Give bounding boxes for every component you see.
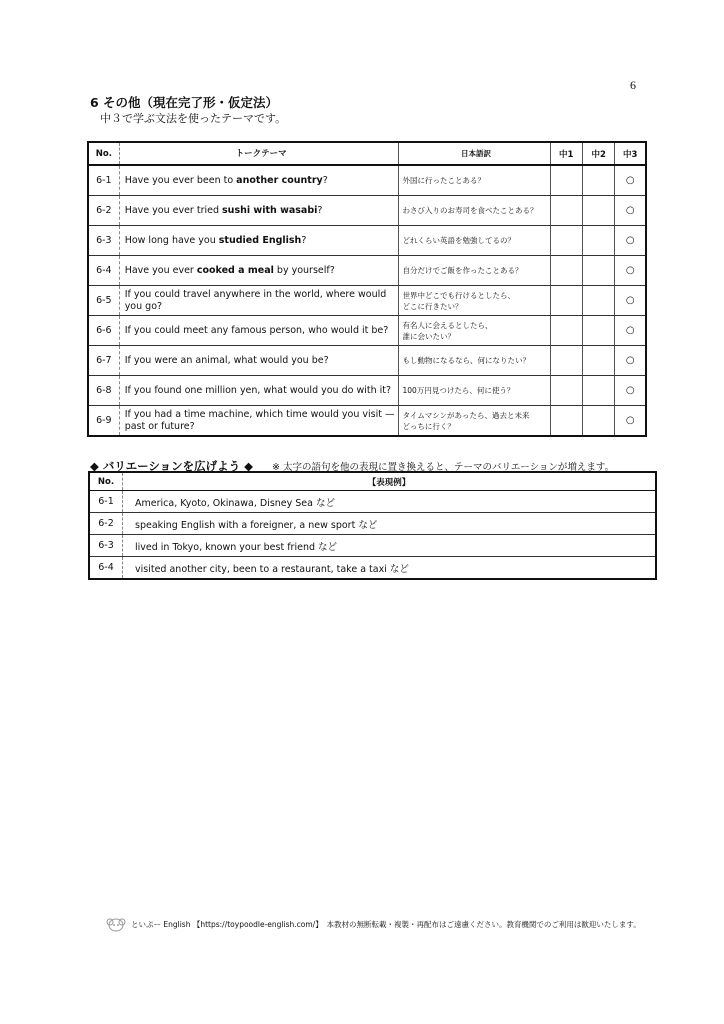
theme-text-pre: If you had a time machine, which time would you visit —past or future? [124, 408, 395, 432]
talk-theme-text [119, 286, 398, 316]
japanese-line-1: 有名人に会えるとしたら、 [402, 320, 493, 330]
japanese-line-1: 100万円見つけたら、何に使う？ [402, 386, 515, 395]
grade3-circle: ○ [615, 346, 646, 376]
theme-text-pre: If you found one million yen, what would you do with it? [124, 384, 392, 396]
japanese-translation [398, 346, 550, 376]
japanese-translation [398, 406, 550, 437]
theme-text-pre: Have you ever tried [124, 204, 223, 216]
table-row [88, 376, 646, 406]
grade1-cell [550, 196, 582, 226]
theme-text-post: ? [301, 234, 307, 246]
table-row [88, 256, 646, 286]
variation-number: 6-2 [89, 513, 123, 535]
row-number: 6-4 [88, 256, 119, 286]
variation-heading: ◆ バリエーションを広げよう ◆ [90, 459, 254, 473]
row-number: 6-6 [88, 316, 119, 346]
variation-example: speaking English with a foreigner, a new sport など [123, 513, 657, 535]
footer [105, 915, 641, 933]
grade3-circle: ○ [615, 286, 646, 316]
table-row [88, 286, 646, 316]
japanese-line-2: 誰に会いたい？ [402, 331, 456, 341]
row-number: 6-5 [88, 286, 119, 316]
talk-theme-table [87, 141, 647, 437]
talk-theme-text [119, 165, 398, 196]
table-row [88, 226, 646, 256]
theme-text-bold: studied English [218, 234, 302, 246]
talk-theme-text [119, 256, 398, 286]
variation-example: visited another city, been to a restaurant, take a taxi など [135, 563, 409, 575]
japanese-line-2: どっちに行く？ [402, 421, 455, 431]
variation-example: America, Kyoto, Okinawa, Disney Sea など [123, 491, 657, 513]
variation-table [88, 471, 657, 580]
row-number: 6-8 [88, 376, 119, 406]
theme-text-pre: If you could meet any famous person, who would it be? [124, 324, 389, 336]
grade1-cell [550, 406, 582, 437]
grade2-cell [582, 256, 614, 286]
row-number: 6-7 [88, 346, 119, 376]
row-number: 6-9 [88, 406, 119, 437]
grade3-circle: ○ [615, 316, 646, 346]
grade1-cell [550, 226, 582, 256]
theme-text-pre: If you could travel anywhere in the world, where would you go? [124, 288, 387, 312]
japanese-line-1: タイムマシンがあったら、過去と未来 [402, 410, 530, 420]
table-row [88, 406, 646, 437]
theme-text-pre: Have you ever [124, 264, 197, 276]
row-number: 6-1 [88, 165, 119, 196]
japanese-line-1: 自分だけでご飯を作ったことある？ [402, 266, 523, 275]
header-no: No. [88, 142, 119, 165]
grade1-cell [550, 346, 582, 376]
grade2-cell [582, 346, 614, 376]
variation-header-row [89, 472, 656, 491]
table-row [88, 196, 646, 226]
table-header-row [88, 142, 646, 165]
header-theme: トークテーマ [119, 142, 398, 165]
header-grade2: 中2 [582, 142, 614, 165]
footer-text: といぷー English 【https://toypoodle-english.com/】 本教材の無断転載・複製・再配布はご遠慮ください。教育機関でのご利用は歓迎いたします。 [131, 919, 641, 929]
grade3-circle: ○ [615, 226, 646, 256]
japanese-line-1: 世界中どこでも行けるとしたら、 [402, 290, 516, 300]
variation-header-no: No. [89, 472, 123, 491]
grade3-circle: ○ [615, 196, 646, 226]
talk-theme-text [119, 346, 398, 376]
grade1-cell [550, 286, 582, 316]
grade2-cell [582, 165, 614, 196]
talk-theme-text [119, 316, 398, 346]
theme-text-pre: How long have you [124, 234, 219, 246]
variation-number: 6-1 [89, 491, 123, 513]
theme-text-post: ? [322, 174, 328, 186]
japanese-line-1: もし動物になるなら、何になりたい？ [402, 356, 531, 365]
japanese-translation [398, 376, 550, 406]
row-number: 6-2 [88, 196, 119, 226]
variation-row [89, 557, 656, 580]
grade3-circle: ○ [615, 165, 646, 196]
japanese-translation [398, 165, 550, 196]
grade2-cell [582, 406, 614, 437]
grade1-cell [550, 165, 582, 196]
japanese-translation [398, 196, 550, 226]
japanese-line-2: どこに行きたい？ [402, 301, 463, 311]
row-number: 6-3 [88, 226, 119, 256]
grade2-cell [582, 316, 614, 346]
grade2-cell [582, 376, 614, 406]
japanese-translation [398, 256, 550, 286]
talk-theme-text [119, 376, 398, 406]
grade3-circle: ○ [625, 415, 635, 426]
variation-note: ※ 太字の語句を他の表現に置き換えると、テーマのバリエーションが増えます。 [272, 462, 615, 473]
grade2-cell [582, 286, 614, 316]
talk-theme-text [119, 196, 398, 226]
theme-text-pre: If you were an animal, what would you be? [124, 354, 329, 366]
theme-text-bold: sushi with wasabi [222, 204, 318, 216]
variation-header-examples: 【表現例】 [123, 472, 657, 491]
poodle-logo-icon [105, 915, 127, 933]
japanese-translation [398, 226, 550, 256]
variation-row [89, 491, 656, 513]
japanese-translation [398, 286, 550, 316]
grade1-cell [550, 376, 582, 406]
talk-theme-text [119, 406, 398, 437]
theme-text-post: by yourself? [273, 264, 335, 276]
theme-text-bold: cooked a meal [196, 264, 274, 276]
variation-number: 6-3 [89, 535, 123, 557]
talk-theme-text [119, 226, 398, 256]
japanese-line-1: 外国に行ったことある？ [402, 176, 486, 185]
grade3-circle: ○ [615, 376, 646, 406]
variation-number: 6-4 [89, 557, 123, 580]
variation-row [89, 535, 656, 557]
grade2-cell [582, 226, 614, 256]
section-subtitle: 中３で学ぶ文法を使ったテーマです。 [100, 112, 287, 125]
header-grade1: 中1 [550, 142, 582, 165]
grade1-cell [550, 316, 582, 346]
table-row [88, 346, 646, 376]
japanese-line-1: わさび入りのお寿司を食べたことある？ [402, 206, 538, 215]
grade3-circle: ○ [615, 256, 646, 286]
variation-row [89, 513, 656, 535]
grade1-cell [550, 256, 582, 286]
section-title: 6 その他（現在完了形・仮定法） [90, 95, 279, 110]
grade2-cell [582, 196, 614, 226]
japanese-line-1: どれくらい英語を勉強してるの？ [402, 236, 516, 245]
theme-text-pre: Have you ever been to [124, 174, 237, 186]
header-japanese: 日本語訳 [398, 142, 550, 165]
table-row [88, 316, 646, 346]
page-number: 6 [630, 78, 636, 92]
header-grade3: 中3 [615, 142, 646, 165]
theme-text-bold: another country [236, 174, 323, 186]
table-row [88, 165, 646, 196]
theme-text-post: ? [317, 204, 323, 216]
variation-example: lived in Tokyo, known your best friend など [123, 535, 657, 557]
japanese-translation [398, 316, 550, 346]
